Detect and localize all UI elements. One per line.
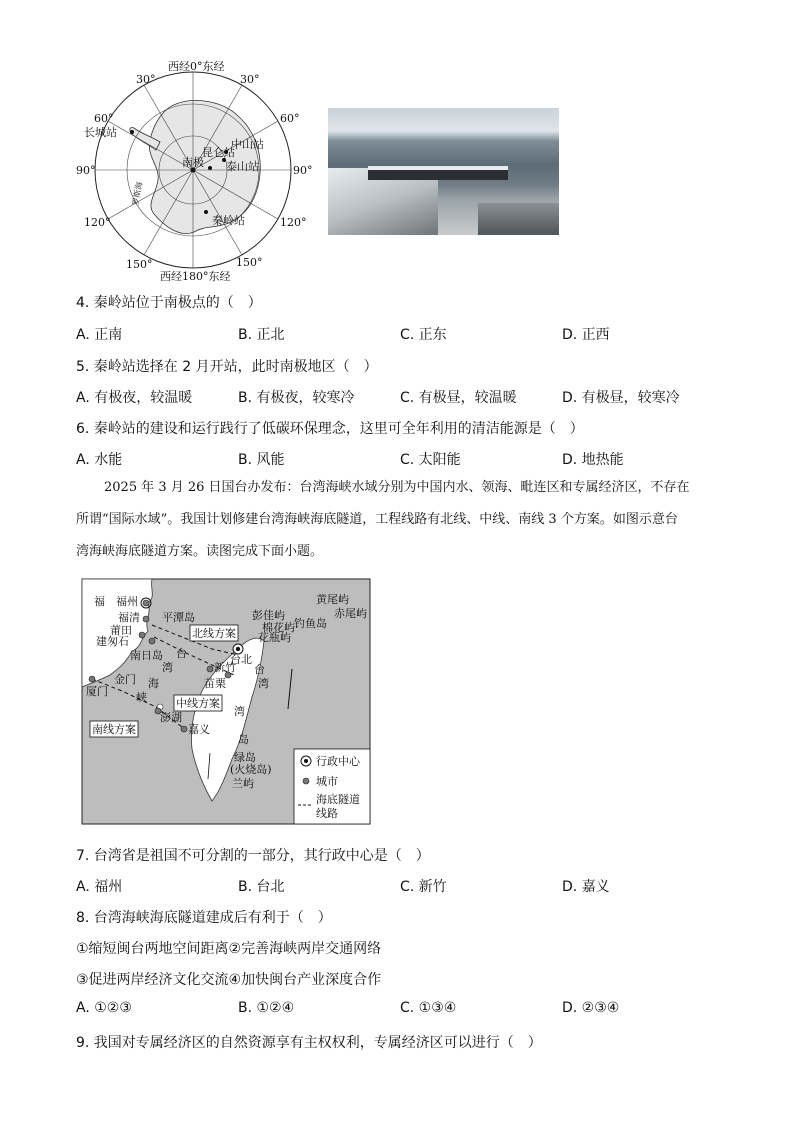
label-mid-plan: 中线方案 xyxy=(176,697,220,710)
south-pole-label: 南极 xyxy=(182,156,204,169)
q5-option-d[interactable]: D. 有极昼，较寒冷 xyxy=(562,390,680,406)
q6-option-c[interactable]: C. 太阳能 xyxy=(400,452,461,468)
label-jiayi: 嘉义 xyxy=(188,723,210,736)
label-jinmen: 金门 xyxy=(114,673,136,686)
deg-30-right: 30° xyxy=(240,73,260,86)
label-tai-strait-1: 台 xyxy=(176,647,187,660)
deg-30-left: 30° xyxy=(136,73,156,86)
question-6-stem: 6. 秦岭站的建设和运行践行了低碳环保理念，这里可全年利用的清洁能源是（ ） xyxy=(76,421,584,437)
question-9-stem: 9. 我国对专属经济区的自然资源享有主权权利，专属经济区可以进行（ ） xyxy=(76,1035,542,1051)
legend-tunnel-1: 海底隧道 xyxy=(316,793,360,806)
label-island-dao: 岛 xyxy=(238,733,249,746)
q6-option-b[interactable]: B. 风能 xyxy=(238,452,285,468)
legend-city: 城市 xyxy=(316,775,338,788)
label-mianhua: 棉花屿 xyxy=(262,621,295,634)
q6-option-d[interactable]: D. 地热能 xyxy=(562,452,624,468)
label-taibei: 台北 xyxy=(230,653,252,666)
q7-option-d[interactable]: D. 嘉义 xyxy=(562,879,610,895)
q5-option-c[interactable]: C. 有极昼，较温暖 xyxy=(400,390,517,406)
q7-option-a[interactable]: A. 福州 xyxy=(76,879,123,895)
q8-items-3-4: ③促进两岸经济文化交流④加快闽台产业深度合作 xyxy=(76,972,382,988)
q6-option-a[interactable]: A. 水能 xyxy=(76,452,123,468)
label-xia-strait-4: 峡 xyxy=(136,691,147,704)
label-island-wan-2: 湾 xyxy=(234,705,245,718)
q7-option-b[interactable]: B. 台北 xyxy=(238,879,285,895)
label-south-plan: 南线方案 xyxy=(92,723,136,736)
deg-90-left: 90° xyxy=(76,164,96,177)
passage-line-2: 所谓“国际水域”。我国计划修建台湾海峡海底隧道，工程线路有北线、中线、南线 3 个方案。如图示意台 xyxy=(76,512,678,527)
deg-120-left: 120° xyxy=(84,216,111,229)
label-nanri: 南日岛 xyxy=(130,649,163,662)
label-fuzhou: 福州 xyxy=(116,595,138,608)
label-lvdao: 绿岛 xyxy=(234,751,256,764)
label-island-tai: 台 xyxy=(254,663,265,676)
label-jianxun: 建匆石 xyxy=(96,635,129,648)
label-putian: 莆田 xyxy=(110,624,132,637)
deg-90-right: 90° xyxy=(293,164,313,177)
label-huoshao: (火烧岛) xyxy=(230,763,272,776)
q8-option-c[interactable]: C. ①③④ xyxy=(400,1000,457,1016)
qinling-station-photo xyxy=(328,108,559,235)
label-hai-strait-3: 海 xyxy=(148,677,159,690)
changcheng-station-label: 长城站 xyxy=(84,126,117,139)
q8-option-b[interactable]: B. ①②④ xyxy=(238,1000,295,1016)
deg-150-right: 150° xyxy=(236,256,263,269)
station-building xyxy=(368,170,508,180)
qinling-station-label: 秦岭站 xyxy=(212,214,245,227)
kunlun-station-label: 昆仑站 xyxy=(202,146,235,159)
q4-option-a[interactable]: A. 正南 xyxy=(76,327,123,343)
label-north-plan: 北线方案 xyxy=(192,627,236,640)
q5-option-a[interactable]: A. 有极夜，较温暖 xyxy=(76,390,193,406)
question-7-stem: 7. 台湾省是祖国不可分割的一部分，其行政中心是（ ） xyxy=(76,848,430,864)
passage-line-3: 湾海峡海底隧道方案。读图完成下面小题。 xyxy=(76,544,324,559)
legend-admin-center: 行政中心 xyxy=(316,755,360,768)
polar-top-label: 西经0°东经 xyxy=(168,60,225,73)
q5-option-b[interactable]: B. 有极夜，较寒冷 xyxy=(238,390,355,406)
q8-option-d[interactable]: D. ②③④ xyxy=(562,1000,620,1016)
passage-line-1: 2025 年 3 月 26 日国台办发布：台湾海峡水域分别为中国内水、领海、毗连区和专属经济区，不存在 xyxy=(104,480,690,495)
label-xiamen: 厦门 xyxy=(86,685,108,698)
antarctica-polar-map xyxy=(76,56,313,284)
deg-150-left: 150° xyxy=(126,258,153,271)
q8-items-1-2: ①缩短闽台两地空间距离②完善海峡两岸交通网络 xyxy=(76,941,382,957)
q7-option-c[interactable]: C. 新竹 xyxy=(400,879,447,895)
label-fuqing: 福清 xyxy=(118,611,140,624)
label-pingtan: 平潭岛 xyxy=(162,611,195,624)
q8-option-a[interactable]: A. ①②③ xyxy=(76,1000,132,1016)
question-4-stem: 4. 秦岭站位于南极点的（ ） xyxy=(76,295,262,311)
label-lanyu: 兰屿 xyxy=(232,777,254,790)
label-diaoyu: 钓鱼岛 xyxy=(294,617,327,630)
label-island-wan: 湾 xyxy=(258,677,269,690)
label-wan-strait-2: 湾 xyxy=(162,661,173,674)
label-huaping: 花瓶屿 xyxy=(258,631,291,644)
legend-tunnel-2: 线路 xyxy=(316,807,338,820)
deg-60-right: 60° xyxy=(280,112,300,125)
deg-120-right: 120° xyxy=(280,216,307,229)
taishan-station-label: 泰山站 xyxy=(226,160,259,173)
label-huangwei: 黄尾屿 xyxy=(316,593,349,606)
polar-bottom-label: 西经180°东经 xyxy=(160,270,231,283)
q4-option-d[interactable]: D. 正西 xyxy=(562,327,610,343)
label-penghu: 澎湖 xyxy=(160,711,182,724)
label-pengjia: 彭佳屿 xyxy=(252,609,285,622)
taiwan-strait-tunnel-map xyxy=(82,579,370,824)
label-fu: 福 xyxy=(94,595,105,608)
label-chiwei: 赤尾屿 xyxy=(334,607,367,620)
zhongshan-station-label: 中山站 xyxy=(231,138,264,151)
deg-60-left: 60° xyxy=(94,112,114,125)
ross-sea-label: 罗斯海 xyxy=(131,181,145,207)
question-5-stem: 5. 秦岭站选择在 2 月开站，此时南极地区（ ） xyxy=(76,359,378,375)
map-legend xyxy=(294,749,370,824)
label-xinzhu: 新竹 xyxy=(214,661,236,674)
q4-option-c[interactable]: C. 正东 xyxy=(400,327,447,343)
question-8-stem: 8. 台湾海峡海底隧道建成后有利于（ ） xyxy=(76,910,332,926)
q4-option-b[interactable]: B. 正北 xyxy=(238,327,285,343)
label-miaoli: 苗栗 xyxy=(204,677,226,690)
